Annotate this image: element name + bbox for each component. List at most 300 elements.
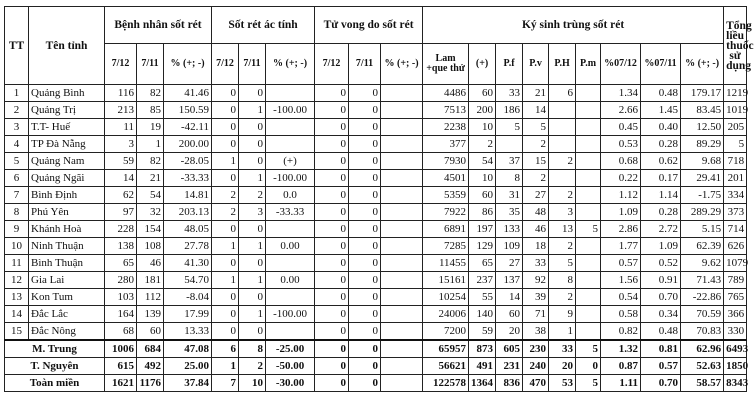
- cell-ph: 53: [549, 375, 576, 392]
- table-row: [5, 85, 747, 102]
- province-name: Quảng Ngãi: [29, 170, 105, 187]
- cell-drug-total: 1850: [724, 358, 747, 375]
- cell-positive: 1364: [469, 375, 496, 392]
- cell-drug-total: 5: [724, 136, 747, 153]
- province-name: Gia Lai: [29, 272, 105, 289]
- cell-ac-712: 1: [212, 272, 239, 289]
- cell-pm: [576, 238, 601, 255]
- cell-lam: 5359: [423, 187, 469, 204]
- cell-pct-712: 0.68: [601, 153, 641, 170]
- header-deaths: Tử vong do sốt rét: [315, 7, 423, 44]
- cell-positive: 140: [469, 306, 496, 323]
- cell-pct-711: 1.14: [641, 187, 681, 204]
- cell-tv-712: 0: [315, 323, 349, 341]
- cell-pct-711: 1.09: [641, 238, 681, 255]
- cell-drug-total: 6493: [724, 340, 747, 358]
- cell-ac-711: 0: [239, 221, 266, 238]
- cell-ph: 8: [549, 272, 576, 289]
- cell-bn-pct: 17.99: [164, 306, 212, 323]
- cell-tv-711: 0: [349, 306, 381, 323]
- cell-pct-diff: 62.96: [681, 340, 724, 358]
- cell-pm: [576, 153, 601, 170]
- cell-ac-712: 2: [212, 204, 239, 221]
- cell-pct-712: 1.09: [601, 204, 641, 221]
- cell-pv: 2: [523, 170, 549, 187]
- cell-ac-711: 0: [239, 136, 266, 153]
- cell-drug-total: 366: [724, 306, 747, 323]
- cell-positive: 60: [469, 85, 496, 102]
- summary-name: Toàn miền: [5, 375, 105, 392]
- cell-tv-pct: [381, 204, 423, 221]
- cell-pf: 186: [496, 102, 523, 119]
- summary-row: [5, 375, 747, 392]
- header-pct-712: %07/12: [601, 44, 641, 85]
- province-name: Bình Định: [29, 187, 105, 204]
- cell-ac-pct: -100.00: [266, 170, 315, 187]
- cell-ac-711: 0: [239, 255, 266, 272]
- cell-pct-712: 1.32: [601, 340, 641, 358]
- summary-rows: [5, 340, 747, 392]
- province-name: Phú Yên: [29, 204, 105, 221]
- cell-pv: 39: [523, 289, 549, 306]
- cell-positive: 65: [469, 255, 496, 272]
- cell-pct-diff: 289.29: [681, 204, 724, 221]
- cell-tv-pct: [381, 238, 423, 255]
- cell-bn-711: 21: [137, 170, 164, 187]
- cell-positive: 55: [469, 289, 496, 306]
- table-row: [5, 306, 747, 323]
- cell-tv-pct: [381, 340, 423, 358]
- cell-lam: 15161: [423, 272, 469, 289]
- cell-pv: 5: [523, 119, 549, 136]
- cell-bn-712: 65: [105, 255, 137, 272]
- cell-pm: 0: [576, 358, 601, 375]
- cell-ac-pct: [266, 289, 315, 306]
- cell-pct-711: 0.62: [641, 153, 681, 170]
- cell-tv-711: 0: [349, 204, 381, 221]
- province-name: TP Đà Nẵng: [29, 136, 105, 153]
- cell-pf: [496, 136, 523, 153]
- cell-bn-pct: 41.30: [164, 255, 212, 272]
- cell-positive: 10: [469, 119, 496, 136]
- row-number: 2: [5, 102, 29, 119]
- cell-tv-712: 0: [315, 375, 349, 392]
- cell-bn-712: 14: [105, 170, 137, 187]
- cell-ac-711: 1: [239, 272, 266, 289]
- header-province: Tên tỉnh: [29, 7, 105, 85]
- cell-positive: 197: [469, 221, 496, 238]
- cell-tv-712: 0: [315, 358, 349, 375]
- cell-tv-711: 0: [349, 187, 381, 204]
- cell-ph: 1: [549, 323, 576, 341]
- malaria-report-page: [4, 6, 754, 398]
- cell-bn-711: 32: [137, 204, 164, 221]
- cell-tv-712: 0: [315, 289, 349, 306]
- table-row: [5, 136, 747, 153]
- cell-tv-711: 0: [349, 170, 381, 187]
- cell-ph: 13: [549, 221, 576, 238]
- cell-lam: 24006: [423, 306, 469, 323]
- cell-ac-711: 1: [239, 306, 266, 323]
- cell-positive: 129: [469, 238, 496, 255]
- row-number: 11: [5, 255, 29, 272]
- cell-bn-pct: -42.11: [164, 119, 212, 136]
- cell-pct-712: 0.54: [601, 289, 641, 306]
- cell-ph: 20: [549, 358, 576, 375]
- cell-tv-711: 0: [349, 153, 381, 170]
- malaria-statistics-table: [4, 6, 754, 392]
- cell-tv-pct: [381, 153, 423, 170]
- cell-ph: 2: [549, 289, 576, 306]
- cell-lam: 2238: [423, 119, 469, 136]
- cell-drug-total: 201: [724, 170, 747, 187]
- cell-ac-712: 0: [212, 85, 239, 102]
- cell-lam: 65957: [423, 340, 469, 358]
- cell-bn-711: 684: [137, 340, 164, 358]
- cell-pct-711: 0.70: [641, 289, 681, 306]
- cell-pf: 60: [496, 306, 523, 323]
- cell-pct-711: 0.91: [641, 272, 681, 289]
- cell-ph: 2: [549, 187, 576, 204]
- row-number: 13: [5, 289, 29, 306]
- cell-bn-pct: -8.04: [164, 289, 212, 306]
- cell-tv-712: 0: [315, 238, 349, 255]
- cell-pct-711: 0.48: [641, 323, 681, 341]
- cell-lam: 10254: [423, 289, 469, 306]
- cell-tv-711: 0: [349, 119, 381, 136]
- cell-ac-pct: [266, 136, 315, 153]
- cell-bn-pct: 200.00: [164, 136, 212, 153]
- cell-bn-711: 60: [137, 323, 164, 341]
- cell-pct-712: 1.34: [601, 85, 641, 102]
- cell-pct-diff: -22.86: [681, 289, 724, 306]
- cell-pct-diff: 9.62: [681, 255, 724, 272]
- cell-pm: [576, 323, 601, 341]
- header-patients: Bệnh nhân sốt rét: [105, 7, 212, 44]
- header-pm: P.m: [576, 44, 601, 85]
- cell-drug-total: 1219: [724, 85, 747, 102]
- row-number: 5: [5, 153, 29, 170]
- cell-ph: [549, 136, 576, 153]
- cell-pv: 48: [523, 204, 549, 221]
- cell-pf: 231: [496, 358, 523, 375]
- cell-tv-711: 0: [349, 136, 381, 153]
- cell-pct-711: 0.70: [641, 375, 681, 392]
- province-name: Quảng Trị: [29, 102, 105, 119]
- cell-drug-total: 765: [724, 289, 747, 306]
- cell-tv-pct: [381, 255, 423, 272]
- cell-bn-pct: 48.05: [164, 221, 212, 238]
- cell-bn-711: 1176: [137, 375, 164, 392]
- cell-pct-711: 0.28: [641, 204, 681, 221]
- cell-pv: 240: [523, 358, 549, 375]
- cell-pf: 31: [496, 187, 523, 204]
- cell-ac-711: 0: [239, 323, 266, 341]
- cell-positive: 59: [469, 323, 496, 341]
- cell-pv: 15: [523, 153, 549, 170]
- header-drugs: Tổng liều thuốc sử dụng: [724, 7, 747, 85]
- cell-bn-pct: 150.59: [164, 102, 212, 119]
- cell-tv-pct: [381, 85, 423, 102]
- cell-lam: 7513: [423, 102, 469, 119]
- cell-pct-712: 0.57: [601, 255, 641, 272]
- cell-ac-712: 1: [212, 238, 239, 255]
- cell-bn-pct: 27.78: [164, 238, 212, 255]
- cell-pf: 133: [496, 221, 523, 238]
- cell-positive: 60: [469, 187, 496, 204]
- cell-ac-pct: 0.00: [266, 238, 315, 255]
- cell-tv-711: 0: [349, 289, 381, 306]
- cell-bn-711: 112: [137, 289, 164, 306]
- cell-drug-total: 373: [724, 204, 747, 221]
- cell-ac-711: 0: [239, 85, 266, 102]
- cell-ac-711: 0: [239, 153, 266, 170]
- cell-lam: 4501: [423, 170, 469, 187]
- table-row: [5, 238, 747, 255]
- cell-ph: 2: [549, 153, 576, 170]
- cell-pct-diff: 12.50: [681, 119, 724, 136]
- row-number: 1: [5, 85, 29, 102]
- cell-pm: [576, 102, 601, 119]
- cell-ac-712: 6: [212, 340, 239, 358]
- cell-bn-712: 138: [105, 238, 137, 255]
- cell-pf: 605: [496, 340, 523, 358]
- cell-pv: 2: [523, 136, 549, 153]
- cell-ac-711: 2: [239, 358, 266, 375]
- cell-pct-712: 1.11: [601, 375, 641, 392]
- province-name: Bình Thuận: [29, 255, 105, 272]
- cell-lam: 7930: [423, 153, 469, 170]
- cell-pf: 137: [496, 272, 523, 289]
- cell-positive: 10: [469, 170, 496, 187]
- cell-pv: 46: [523, 221, 549, 238]
- cell-tv-711: 0: [349, 375, 381, 392]
- cell-ac-712: 0: [212, 289, 239, 306]
- cell-positive: 200: [469, 102, 496, 119]
- cell-bn-712: 103: [105, 289, 137, 306]
- cell-pct-711: 2.72: [641, 221, 681, 238]
- cell-pct-712: 0.87: [601, 358, 641, 375]
- cell-lam: 7285: [423, 238, 469, 255]
- cell-pm: [576, 289, 601, 306]
- cell-tv-712: 0: [315, 204, 349, 221]
- cell-ac-pct: [266, 323, 315, 341]
- cell-bn-712: 68: [105, 323, 137, 341]
- cell-pct-diff: 70.83: [681, 323, 724, 341]
- cell-lam: 6891: [423, 221, 469, 238]
- cell-ac-712: 0: [212, 255, 239, 272]
- row-number: 15: [5, 323, 29, 341]
- summary-row: [5, 358, 747, 375]
- cell-positive: 86: [469, 204, 496, 221]
- header-tv-711: 7/11: [349, 44, 381, 85]
- cell-tv-712: 0: [315, 85, 349, 102]
- cell-pm: [576, 272, 601, 289]
- cell-pv: 33: [523, 255, 549, 272]
- cell-bn-pct: 37.84: [164, 375, 212, 392]
- province-name: Ninh Thuận: [29, 238, 105, 255]
- cell-pct-diff: 52.63: [681, 358, 724, 375]
- cell-pv: 21: [523, 85, 549, 102]
- cell-pm: 5: [576, 375, 601, 392]
- row-number: 8: [5, 204, 29, 221]
- row-number: 7: [5, 187, 29, 204]
- cell-tv-pct: [381, 323, 423, 341]
- cell-pm: [576, 170, 601, 187]
- cell-tv-711: 0: [349, 272, 381, 289]
- cell-bn-711: 1: [137, 136, 164, 153]
- cell-bn-712: 97: [105, 204, 137, 221]
- cell-tv-712: 0: [315, 306, 349, 323]
- cell-pct-712: 0.45: [601, 119, 641, 136]
- cell-ph: 5: [549, 255, 576, 272]
- cell-pct-diff: 71.43: [681, 272, 724, 289]
- cell-bn-pct: 13.33: [164, 323, 212, 341]
- header-tt: TT: [5, 7, 29, 85]
- header-lam: Lam +que thử: [423, 44, 469, 85]
- cell-bn-711: 54: [137, 187, 164, 204]
- cell-ph: [549, 119, 576, 136]
- cell-tv-712: 0: [315, 221, 349, 238]
- cell-ac-711: 1: [239, 170, 266, 187]
- cell-ac-pct: -50.00: [266, 358, 315, 375]
- cell-pct-711: 0.40: [641, 119, 681, 136]
- cell-tv-712: 0: [315, 119, 349, 136]
- header-ac-711: 7/11: [239, 44, 266, 85]
- cell-pv: 18: [523, 238, 549, 255]
- cell-pf: 35: [496, 204, 523, 221]
- cell-lam: 56621: [423, 358, 469, 375]
- cell-bn-712: 116: [105, 85, 137, 102]
- cell-bn-712: 3: [105, 136, 137, 153]
- cell-pv: 92: [523, 272, 549, 289]
- table-row: [5, 102, 747, 119]
- header-pct-711: %07/11: [641, 44, 681, 85]
- cell-ac-711: 3: [239, 204, 266, 221]
- cell-drug-total: 330: [724, 323, 747, 341]
- cell-tv-pct: [381, 170, 423, 187]
- cell-tv-pct: [381, 136, 423, 153]
- cell-tv-pct: [381, 289, 423, 306]
- cell-pm: [576, 136, 601, 153]
- cell-ac-711: 0: [239, 119, 266, 136]
- cell-pm: [576, 85, 601, 102]
- cell-positive: 491: [469, 358, 496, 375]
- cell-ac-712: 2: [212, 187, 239, 204]
- cell-bn-pct: 203.13: [164, 204, 212, 221]
- cell-drug-total: 334: [724, 187, 747, 204]
- province-name: Đắc Lắc: [29, 306, 105, 323]
- cell-pf: 37: [496, 153, 523, 170]
- cell-ac-pct: 0.00: [266, 272, 315, 289]
- cell-ac-712: 0: [212, 102, 239, 119]
- cell-ac-712: 0: [212, 119, 239, 136]
- province-name: Kon Tum: [29, 289, 105, 306]
- cell-pf: 836: [496, 375, 523, 392]
- cell-pct-712: 2.66: [601, 102, 641, 119]
- cell-bn-712: 164: [105, 306, 137, 323]
- cell-ac-pct: -100.00: [266, 102, 315, 119]
- cell-bn-711: 181: [137, 272, 164, 289]
- cell-tv-712: 0: [315, 340, 349, 358]
- cell-pct-diff: -1.75: [681, 187, 724, 204]
- header-ac-712: 7/12: [212, 44, 239, 85]
- cell-lam: 4486: [423, 85, 469, 102]
- cell-pct-diff: 29.41: [681, 170, 724, 187]
- cell-bn-712: 280: [105, 272, 137, 289]
- cell-ac-711: 10: [239, 375, 266, 392]
- cell-ac-pct: -33.33: [266, 204, 315, 221]
- cell-positive: 237: [469, 272, 496, 289]
- cell-bn-711: 492: [137, 358, 164, 375]
- cell-pct-diff: 179.17: [681, 85, 724, 102]
- cell-pm: [576, 119, 601, 136]
- cell-positive: 54: [469, 153, 496, 170]
- cell-lam: 7922: [423, 204, 469, 221]
- cell-lam: 377: [423, 136, 469, 153]
- cell-pct-712: 1.56: [601, 272, 641, 289]
- cell-lam: 122578: [423, 375, 469, 392]
- cell-tv-pct: [381, 306, 423, 323]
- cell-ac-711: 1: [239, 102, 266, 119]
- cell-pct-diff: 83.45: [681, 102, 724, 119]
- cell-pct-711: 0.17: [641, 170, 681, 187]
- table-row: [5, 153, 747, 170]
- cell-ac-pct: [266, 85, 315, 102]
- header-ac-pct: % (+; -): [266, 44, 315, 85]
- cell-pf: 8: [496, 170, 523, 187]
- cell-bn-711: 19: [137, 119, 164, 136]
- cell-tv-pct: [381, 272, 423, 289]
- row-number: 4: [5, 136, 29, 153]
- cell-pct-711: 0.28: [641, 136, 681, 153]
- cell-ph: 2: [549, 238, 576, 255]
- cell-pf: 20: [496, 323, 523, 341]
- cell-pct-712: 0.58: [601, 306, 641, 323]
- cell-ac-712: 0: [212, 170, 239, 187]
- cell-bn-pct: 47.08: [164, 340, 212, 358]
- header-tv-pct: % (+; -): [381, 44, 423, 85]
- cell-bn-pct: -33.33: [164, 170, 212, 187]
- header-positive: (+): [469, 44, 496, 85]
- cell-ac-711: 1: [239, 238, 266, 255]
- cell-pct-diff: 58.57: [681, 375, 724, 392]
- cell-pf: 5: [496, 119, 523, 136]
- table-row: [5, 289, 747, 306]
- cell-bn-711: 108: [137, 238, 164, 255]
- summary-name: T. Nguyên: [5, 358, 105, 375]
- cell-bn-pct: 25.00: [164, 358, 212, 375]
- cell-pm: [576, 306, 601, 323]
- cell-ac-712: 1: [212, 153, 239, 170]
- cell-pv: 71: [523, 306, 549, 323]
- cell-pct-712: 0.22: [601, 170, 641, 187]
- cell-drug-total: 626: [724, 238, 747, 255]
- province-name: Đắc Nông: [29, 323, 105, 341]
- table-row: [5, 204, 747, 221]
- cell-drug-total: 1079: [724, 255, 747, 272]
- cell-ac-pct: 0.0: [266, 187, 315, 204]
- cell-ac-pct: -100.00: [266, 306, 315, 323]
- cell-pct-712: 0.53: [601, 136, 641, 153]
- header-severe: Sốt rét ác tính: [212, 7, 315, 44]
- cell-pct-711: 1.45: [641, 102, 681, 119]
- cell-bn-pct: 41.46: [164, 85, 212, 102]
- cell-tv-711: 0: [349, 238, 381, 255]
- province-name: Khánh Hoà: [29, 221, 105, 238]
- header-parasite: Ký sinh trùng sốt rét: [423, 7, 724, 44]
- cell-pf: 109: [496, 238, 523, 255]
